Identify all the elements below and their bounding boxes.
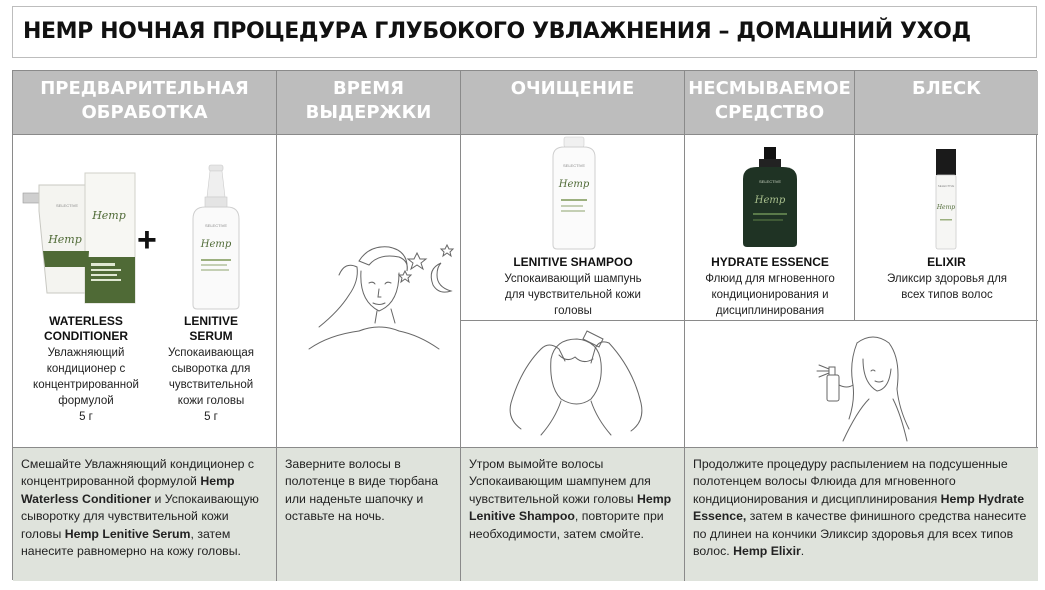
serum-name: LENITIVE SERUM — [183, 314, 238, 343]
serum-size: 5 г — [204, 411, 218, 423]
header-pretreatment: ПРЕДВАРИТЕЛЬНАЯ ОБРАБОТКА — [13, 71, 277, 135]
waterless-tube-hemp: Hemp — [48, 233, 82, 246]
hair-spraying-illustration — [813, 329, 913, 443]
desc-pretreatment: Смешайте Увлажняющий кондиционер с концентрированной формулой Hemp Waterless Conditioner и Успокаивающую сыворотку для чувствительной кожи головы Hemp Lenitive Serum, затем нанесите равномерно на кожу головы. — [13, 448, 277, 581]
waterless-desc: Увлажняющий кондиционер с концентрированной формулой — [33, 347, 139, 407]
serum-hemp: Hemp — [200, 239, 232, 250]
elixir-image — [928, 147, 964, 251]
procedure-table — [12, 70, 1037, 580]
elixir-brand: SELECTIVE — [937, 184, 955, 188]
waterless-box-hemp: Hemp — [92, 209, 126, 222]
desc-finish: Продолжите процедуру распылением на подсушенные полотенцем волосы Флюида для мгновенного кондиционирования и дисциплинирования Hemp Hydrate Essence, затем в качестве финишного средства нанесите по длинеи на кончики Эликсир здоровья для всех типов волос. Hemp Elixir. — [685, 448, 1038, 581]
shampoo-hemp: Hemp — [558, 179, 590, 190]
hydrate-essence-image — [735, 145, 805, 249]
essence-name: HYDRATE ESSENCE — [711, 255, 829, 269]
header-cleansing: ОЧИЩЕНИЕ — [461, 71, 685, 135]
towel-woman-sleep-illustration — [299, 231, 459, 351]
header-waiting-time: ВРЕМЯ ВЫДЕРЖКИ — [277, 71, 461, 135]
essence-desc: Флюид для мгновенного кондиционирования и дисциплинирования — [705, 273, 835, 317]
title-box — [12, 6, 1037, 58]
plus-sign: + — [137, 221, 157, 259]
shampoo-desc: Успокаивающий шампунь для чувствительной кожи головы — [504, 273, 642, 317]
waterless-size: 5 г — [79, 411, 93, 423]
header-shine: БЛЕСК — [855, 71, 1038, 135]
waterless-name: WATERLESS CONDITIONER — [44, 314, 128, 343]
desc-waiting: Заверните волосы в полотенце в виде тюрбана или наденьте шапочку и оставьте на ночь. — [277, 448, 461, 581]
shampoo-brand: SELECTIVE — [562, 163, 586, 168]
elixir-name: ELIXIR — [927, 255, 966, 269]
elixir-desc: Эликсир здоровья для всех типов волос — [886, 273, 1008, 301]
hair-washing-illustration — [501, 329, 651, 443]
serum-desc: Успокаивающая сыворотка для чувствительной кожи головы — [167, 347, 255, 407]
essence-hemp: Hemp — [754, 195, 786, 206]
elixir-hemp: Hemp — [936, 204, 956, 211]
waterless-conditioner-image — [21, 171, 141, 311]
waterless-tube-brand: SELECTIVE — [55, 203, 79, 208]
page-title: HEMP НОЧНАЯ ПРОЦЕДУРА ГЛУБОКОГО УВЛАЖНЕНИЯ – ДОМАШНИЙ УХОД — [23, 19, 971, 44]
serum-brand: SELECTIVE — [204, 223, 228, 228]
essence-brand: SELECTIVE — [758, 179, 782, 184]
lenitive-shampoo-image — [547, 135, 601, 251]
header-leave-in: НЕСМЫВАЕМОЕ СРЕДСТВО — [685, 71, 855, 135]
desc-cleansing: Утром вымойте волосы Успокаивающим шампунем для чувствительной кожи головы Hemp Lenitive Shampoo, повторите при необходимости, затем смойте. — [461, 448, 685, 581]
shampoo-name: LENITIVE SHAMPOO — [513, 255, 633, 269]
lenitive-serum-image — [181, 163, 251, 313]
